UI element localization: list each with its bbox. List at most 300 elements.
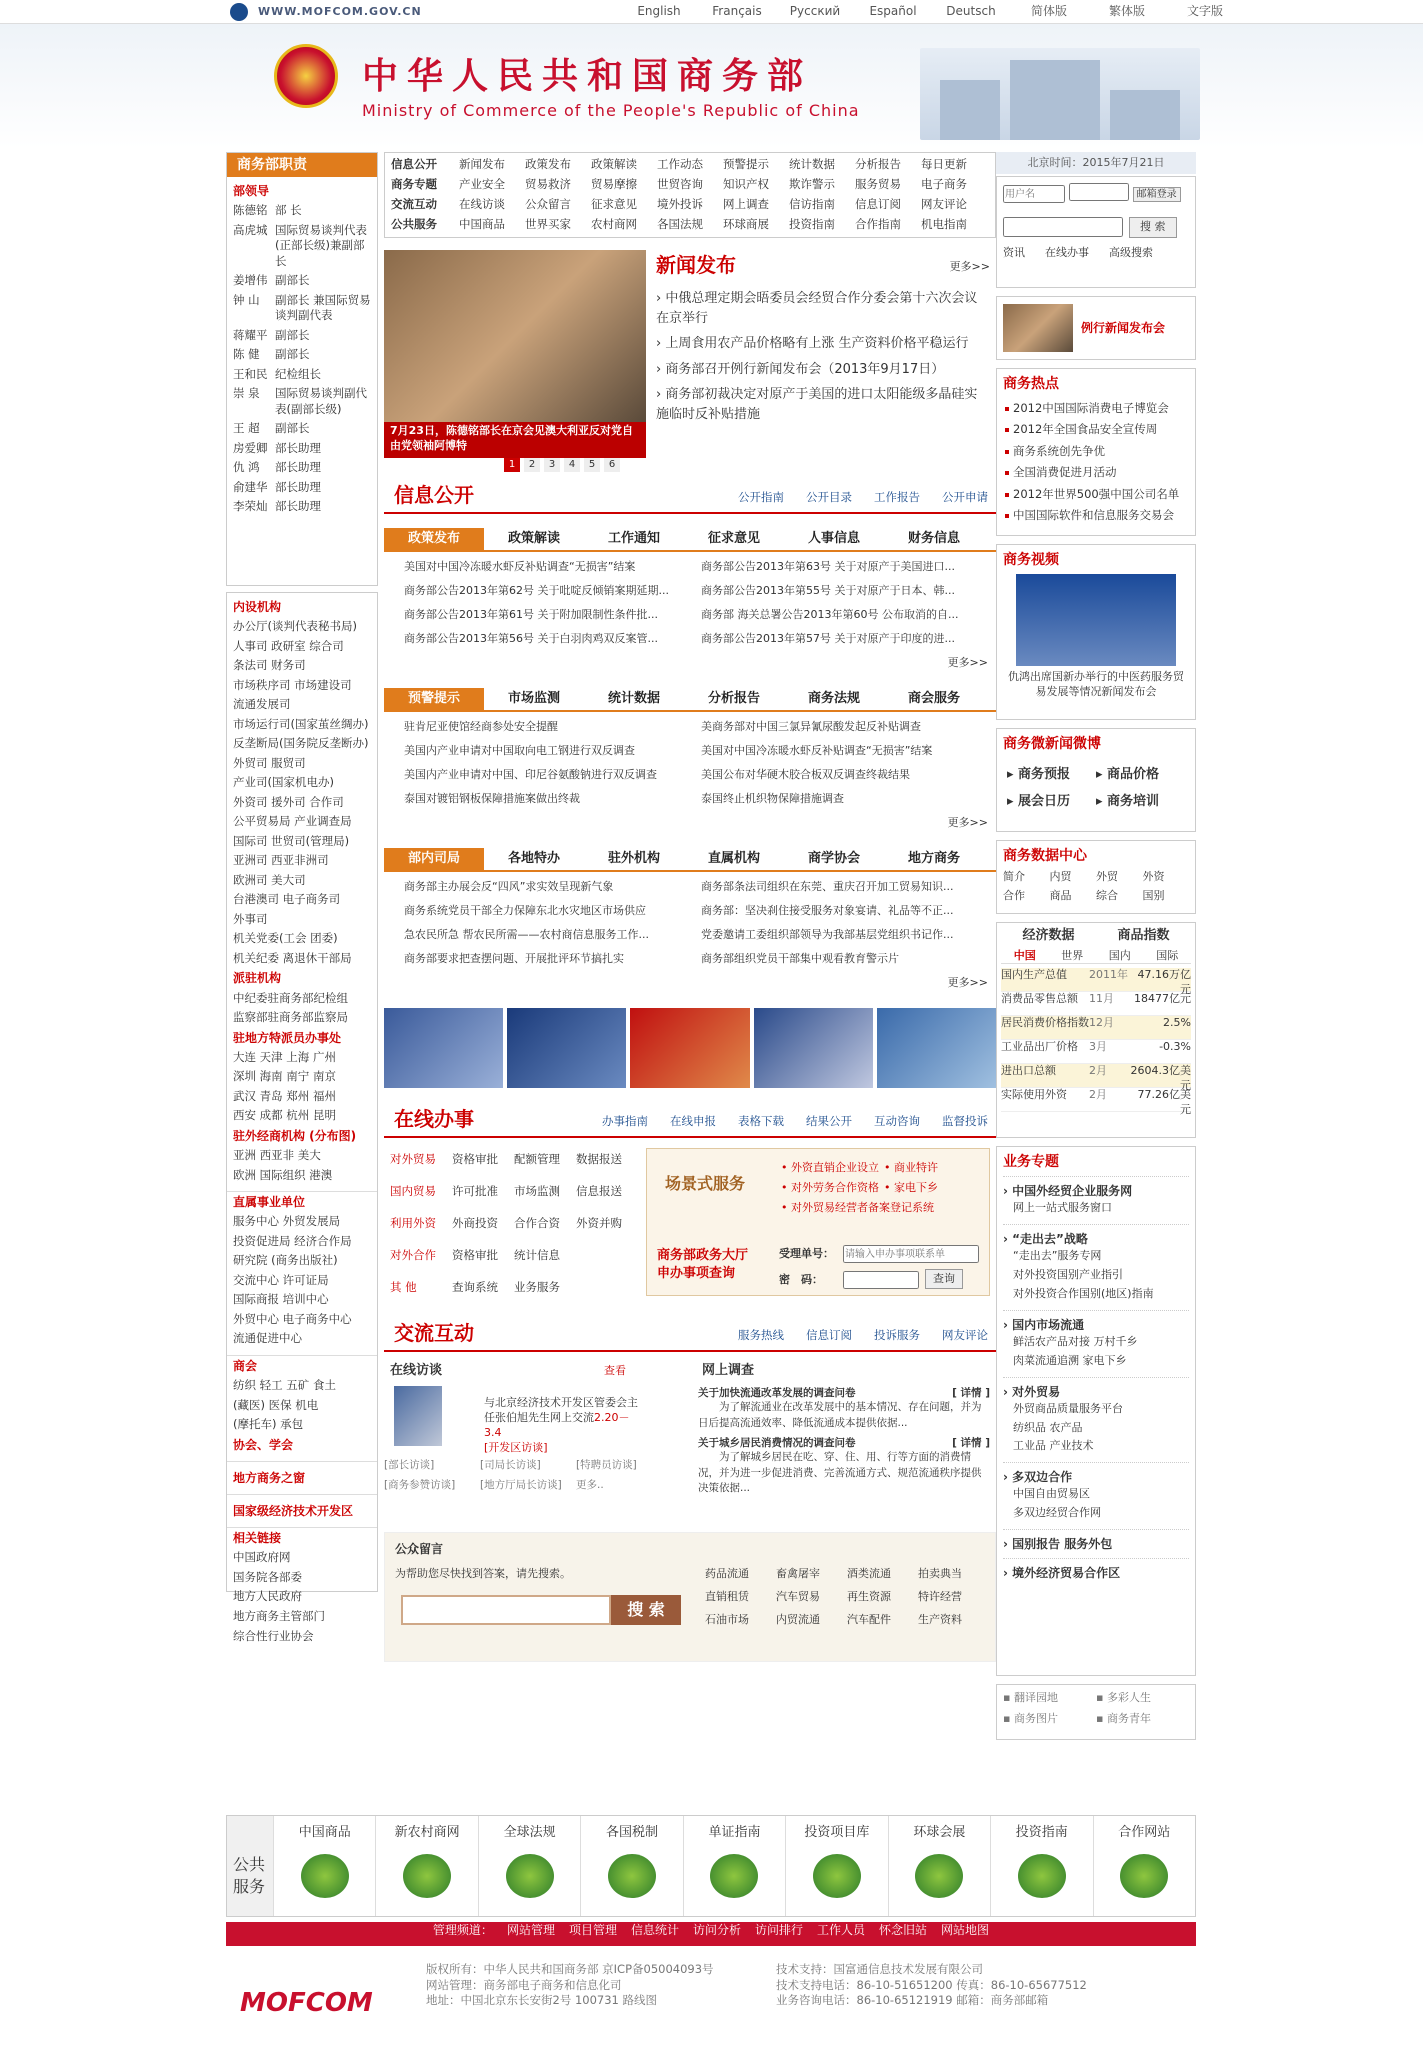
online-link[interactable]: 办事指南 [602, 1114, 648, 1128]
sidebar-link[interactable]: 亚洲 西亚非 美大 [233, 1148, 321, 1163]
management-link[interactable]: 信息统计 [630, 1923, 679, 1937]
list-item[interactable]: 美国公布对华硬木胶合板双反调查终裁结果 [701, 768, 910, 781]
nav-link[interactable]: 政策解读 [591, 157, 637, 171]
online-item[interactable]: 查询系统 [452, 1280, 498, 1294]
online-item[interactable]: 业务服务 [514, 1280, 560, 1294]
site-search-input[interactable] [1003, 217, 1123, 237]
public-service-item[interactable] [785, 1816, 887, 1916]
sidebar-link[interactable]: 武汉 青岛 郑州 福州 [233, 1088, 336, 1103]
sidebar-link[interactable]: 国务院各部委 [233, 1569, 302, 1584]
list-item[interactable]: 商务部 海关总署公告2013年第60号 公布取消的自... [701, 608, 959, 621]
username-input[interactable] [1003, 185, 1065, 203]
list-item[interactable]: 商务部公告2013年第56号 关于白羽肉鸡双反案管... [404, 632, 658, 645]
online-link[interactable]: 在线申报 [670, 1114, 716, 1128]
list-item[interactable]: 美国内产业申请对中国、印尼谷氨酸钠进行双反调查 [404, 768, 657, 781]
language-link[interactable]: Français [712, 4, 762, 18]
nav-link[interactable]: 信访指南 [789, 197, 835, 211]
leader-name[interactable]: 俞建华 [233, 479, 268, 494]
nav-link[interactable]: 每日更新 [921, 157, 967, 171]
weibo-title[interactable]: 商务微新闻微博 [1003, 736, 1101, 752]
talk-link[interactable]: [地方厅局长访谈] [480, 1479, 562, 1491]
nav-link[interactable]: 产业安全 [459, 177, 505, 191]
pager-dot[interactable]: 5 [584, 458, 600, 472]
hot-item[interactable]: 2012中国国际消费电子博览会 [1003, 398, 1189, 420]
talk-link[interactable]: 更多.. [576, 1479, 604, 1491]
sidebar-link[interactable]: 监察部驻商务部监察局 [233, 1010, 348, 1025]
nav-link[interactable]: 电子商务 [921, 177, 967, 191]
talk-link[interactable]: [部长访谈] [384, 1459, 435, 1471]
online-link[interactable]: 结果公开 [806, 1114, 852, 1128]
info-link[interactable]: 公开指南 [738, 490, 784, 504]
list-item[interactable]: 美国对中国冷冻暖水虾反补贴调查“无损害”结案 [404, 560, 636, 573]
sidebar-link[interactable]: 大连 天津 上海 广州 [233, 1049, 336, 1064]
online-item[interactable]: 数据报送 [576, 1152, 622, 1166]
list-item[interactable]: 美国对中国冷冻暖水虾反补贴调查“无损害”结案 [701, 744, 933, 757]
hot-title[interactable]: 商务热点 [1003, 376, 1059, 392]
message-category[interactable]: 畜禽屠宰 [776, 1567, 820, 1580]
interact-link[interactable]: 服务热线 [738, 1328, 784, 1342]
management-link[interactable]: 项目管理 [568, 1923, 617, 1937]
talk-view-link[interactable]: 查看 [604, 1364, 626, 1377]
pager-dot[interactable]: 6 [604, 458, 620, 472]
search-link[interactable]: 高级搜索 [1109, 245, 1153, 259]
misc-link[interactable]: ▪ 多彩人生 [1096, 1691, 1151, 1704]
topic-link[interactable]: 外贸商品质量服务平台 [1013, 1401, 1123, 1415]
econ-subtab[interactable]: 国际 [1156, 948, 1179, 962]
interact-link[interactable]: 网友评论 [942, 1328, 988, 1342]
message-category[interactable]: 汽车配件 [847, 1612, 891, 1626]
news-photo-caption[interactable]: 7月23日，陈德铭部长在京会见澳大利亚反对党自由党领袖阿博特 [384, 422, 646, 458]
language-link[interactable]: 简体版 [1030, 4, 1067, 18]
data-link[interactable]: 合作 [1003, 888, 1025, 902]
online-item[interactable]: 信息报送 [576, 1184, 622, 1198]
data-link[interactable]: 简介 [1003, 869, 1025, 883]
online-item[interactable]: 许可批准 [452, 1184, 498, 1198]
econ-name[interactable]: 国内生产总值 [1001, 968, 1067, 982]
message-category[interactable]: 药品流通 [705, 1567, 749, 1580]
message-category[interactable]: 直销租赁 [705, 1589, 749, 1603]
leader-name[interactable]: 王 超 [233, 421, 260, 436]
sidebar-link[interactable]: 外贸中心 电子商务中心 [233, 1311, 352, 1326]
news-item[interactable]: › 商务部初裁决定对原产于美国的进口太阳能级多晶硅实施临时反补贴措施 [656, 387, 978, 422]
sidebar-link[interactable]: 研究院 (商务出版社) [233, 1253, 338, 1268]
list-item[interactable]: 商务部公告2013年第55号 关于对原产于日本、韩... [701, 584, 955, 597]
nav-link[interactable]: 合作指南 [855, 217, 901, 231]
leader-name[interactable]: 姜增伟 [233, 273, 268, 288]
assoc-title[interactable]: 商会 [233, 1358, 258, 1373]
nav-link[interactable]: 信息订阅 [855, 197, 901, 211]
online-item[interactable]: 其 他 [390, 1280, 417, 1294]
pager-dot[interactable]: 2 [524, 458, 540, 472]
data-link[interactable]: 外贸 [1096, 869, 1118, 883]
sidebar-link[interactable]: 深圳 海南 南宁 南京 [233, 1069, 336, 1084]
list-item[interactable]: 商务系统党员干部全力保障东北水灾地区市场供应 [404, 904, 646, 917]
message-category[interactable]: 石油市场 [705, 1612, 749, 1626]
tab[interactable]: 各地特办 [507, 851, 560, 866]
topic-link[interactable]: 对外投资合作国别(地区)指南 [1013, 1286, 1154, 1300]
online-item[interactable]: 利用外资 [390, 1216, 436, 1230]
sidebar-link[interactable]: 地方人民政府 [233, 1589, 302, 1604]
nav-link[interactable]: 征求意见 [591, 197, 637, 211]
sidebar-link[interactable]: 办公厅(谈判代表秘书局) [233, 619, 357, 634]
online-item[interactable]: 国内贸易 [390, 1184, 436, 1198]
nav-link[interactable]: 欺诈警示 [789, 177, 835, 191]
public-service-item[interactable] [1093, 1816, 1195, 1916]
message-category[interactable]: 酒类流通 [847, 1567, 891, 1580]
talk-tag[interactable]: [开发区访谈] [484, 1440, 548, 1454]
sidebar-link[interactable]: 产业司(国家机电办) [233, 775, 334, 790]
nav-link[interactable]: 世贸咨询 [657, 177, 703, 191]
online-link[interactable]: 互动咨询 [874, 1114, 920, 1128]
tab[interactable]: 直属机构 [707, 851, 760, 866]
language-link[interactable]: Русский [789, 4, 841, 18]
info-more-2[interactable]: 更多>> [947, 816, 988, 829]
tab[interactable]: 征求意见 [707, 531, 760, 546]
list-item[interactable]: 商务部主办展会反“四风”求实效呈现新气象 [404, 880, 614, 893]
talk-link[interactable]: [特聘员访谈] [576, 1459, 637, 1471]
sidebar-link[interactable]: 纺织 轻工 五矿 食土 [233, 1378, 336, 1393]
leader-name[interactable]: 王和民 [233, 366, 268, 381]
weibo-link[interactable]: ▸ 商务培训 [1096, 794, 1160, 810]
leader-name[interactable]: 陈 健 [233, 347, 260, 362]
econ-name[interactable]: 实际使用外资 [1001, 1088, 1067, 1102]
tab[interactable]: 预警提示 [384, 688, 484, 710]
message-category[interactable]: 内贸流通 [776, 1612, 820, 1626]
list-item[interactable]: 商务部条法司组织在东莞、重庆召开加工贸易知识... [701, 880, 954, 893]
password-input[interactable] [843, 1271, 919, 1289]
tab[interactable]: 市场监测 [507, 691, 560, 706]
nav-link[interactable]: 统计数据 [789, 157, 835, 171]
weibo-link[interactable]: ▸ 商品价格 [1096, 766, 1160, 782]
nav-link[interactable]: 服务贸易 [855, 177, 901, 191]
message-search-input[interactable] [401, 1595, 611, 1625]
site-search-button[interactable]: 搜 索 [1129, 217, 1177, 238]
talk-link[interactable]: [商务参赞访谈] [384, 1479, 456, 1491]
hot-item[interactable]: 2012年全国食品安全宣传周 [1003, 419, 1189, 441]
data-link[interactable]: 外资 [1142, 869, 1165, 883]
nav-link[interactable]: 交流互动 [391, 197, 437, 211]
language-link[interactable]: Deutsch [946, 4, 996, 18]
nav-link[interactable]: 网上调查 [723, 197, 769, 211]
scene-item[interactable]: • 对外贸易经营者备案登记系统 [781, 1201, 934, 1214]
tab[interactable]: 人事信息 [807, 531, 860, 546]
topic-link[interactable]: 多双边经贸合作网 [1013, 1506, 1101, 1520]
info-more-1[interactable]: 更多>> [947, 656, 988, 669]
hot-item[interactable]: 商务系统创先争优 [1003, 441, 1189, 463]
econ-name[interactable]: 进出口总额 [1001, 1064, 1056, 1078]
info-more-3[interactable]: 更多>> [947, 976, 988, 989]
data-link[interactable]: 综合 [1096, 888, 1118, 902]
topic-link[interactable]: “走出去”服务专网 [1013, 1249, 1102, 1263]
sidebar-link[interactable]: 中国政府网 [233, 1550, 291, 1565]
list-item[interactable]: 驻肯尼亚使馆经商参处安全提醒 [404, 720, 558, 733]
language-link[interactable]: English [637, 4, 681, 18]
econ-name[interactable]: 工业品出厂价格 [1001, 1040, 1078, 1054]
sidebar-link[interactable]: 国际商报 培训中心 [233, 1292, 329, 1307]
direct-title[interactable]: 直属事业单位 [233, 1195, 306, 1210]
news-title[interactable]: 新闻发布 [656, 253, 736, 277]
leader-name[interactable]: 房爱卿 [233, 440, 268, 455]
online-title[interactable]: 在线办事 [394, 1107, 474, 1131]
list-item[interactable]: 商务部要求把查摆问题、开展批评环节搞扎实 [404, 952, 624, 965]
nav-link[interactable]: 新闻发布 [459, 157, 505, 171]
list-item[interactable]: 美国内产业申请对中国取向电工钢进行双反调查 [404, 744, 635, 757]
assoc2-title[interactable]: 协会、学会 [233, 1437, 294, 1452]
online-item[interactable]: 外商投资 [452, 1216, 498, 1230]
econ-tab[interactable]: 经济数据 [1022, 928, 1075, 943]
topic-link[interactable]: 网上一站式服务窗口 [1013, 1201, 1112, 1215]
info-link[interactable]: 公开申请 [942, 490, 988, 504]
public-service-item[interactable] [478, 1816, 580, 1916]
list-item[interactable]: 商务部公告2013年第61号 关于附加限制性条件批... [404, 608, 658, 621]
econ-name[interactable]: 居民消费价格指数 [1001, 1016, 1089, 1030]
tab[interactable]: 商学协会 [807, 851, 860, 866]
list-item[interactable]: 商务部公告2013年第57号 关于对原产于印度的进... [701, 632, 955, 645]
local-window-link[interactable]: 地方商务之窗 [233, 1470, 306, 1485]
sidebar-link[interactable]: 中纪委驻商务部纪检组 [233, 990, 348, 1005]
news-photo[interactable] [384, 250, 646, 422]
interact-link[interactable]: 信息订阅 [806, 1328, 852, 1342]
tab[interactable]: 分析报告 [707, 691, 760, 706]
leader-name[interactable]: 崇 泉 [233, 386, 260, 401]
mail-login-button[interactable]: 邮箱登录 [1133, 187, 1181, 202]
management-link[interactable]: 怀念旧站 [879, 1923, 928, 1937]
management-link[interactable]: 网站地图 [941, 1923, 990, 1937]
index-tab[interactable]: 商品指数 [1117, 928, 1170, 943]
sidebar-link[interactable]: 欧洲司 美大司 [233, 872, 306, 887]
topic-heading[interactable]: › 多双边合作 [1003, 1470, 1073, 1485]
online-item[interactable]: 外资并购 [576, 1216, 622, 1230]
nav-link[interactable]: 公共服务 [391, 217, 437, 231]
tab[interactable]: 工作通知 [607, 531, 660, 546]
talk-link[interactable]: [司局长访谈] [480, 1459, 541, 1471]
data-link[interactable]: 内贸 [1049, 869, 1072, 883]
online-link[interactable]: 表格下载 [738, 1114, 784, 1128]
management-link[interactable]: 工作人员 [817, 1923, 866, 1937]
sidebar-link[interactable]: 反垄断局(国务院反垄断办) [233, 736, 369, 751]
hot-item[interactable]: 中国国际软件和信息服务交易会 [1003, 505, 1189, 527]
leader-name[interactable]: 李荣灿 [233, 499, 268, 514]
info-title[interactable]: 信息公开 [394, 483, 474, 507]
info-link[interactable]: 公开目录 [806, 490, 852, 504]
topic-heading[interactable]: › 境外经济贸易合作区 [1003, 1566, 1121, 1581]
topics-title[interactable]: 业务专题 [1003, 1154, 1059, 1170]
search-link[interactable]: 资讯 [1003, 245, 1025, 259]
nav-link[interactable]: 信息公开 [391, 157, 437, 171]
topic-heading[interactable]: › 国内市场流通 [1003, 1317, 1085, 1332]
public-service-item[interactable] [888, 1816, 990, 1916]
econ-subtab[interactable]: 国内 [1108, 948, 1131, 962]
nav-link[interactable]: 预警提示 [723, 157, 769, 171]
message-title[interactable]: 公众留言 [395, 1542, 444, 1556]
news-more[interactable]: 更多>> [949, 260, 990, 273]
hot-item[interactable]: 2012年世界500强中国公司名单 [1003, 484, 1189, 506]
misc-link[interactable]: ▪ 商务图片 [1003, 1712, 1058, 1725]
sidebar-link[interactable]: 流通发展司 [233, 697, 291, 712]
leader-name[interactable]: 仇 鸿 [233, 460, 260, 475]
survey-detail[interactable]: [ 详情 ] [952, 1387, 990, 1399]
sidebar-link[interactable]: 综合性行业协会 [233, 1628, 314, 1643]
tab[interactable]: 部内司局 [384, 848, 484, 870]
message-category[interactable]: 拍卖典当 [918, 1567, 962, 1580]
nav-link[interactable]: 投资指南 [789, 217, 835, 231]
tab[interactable]: 政策解读 [507, 531, 560, 546]
leader-name[interactable]: 陈德铭 [233, 203, 268, 218]
management-link[interactable]: 访问分析 [692, 1923, 741, 1937]
leader-photo[interactable] [630, 1008, 749, 1088]
topic-heading[interactable]: › “走出去”战略 [1003, 1231, 1088, 1246]
message-category[interactable]: 生产资料 [918, 1612, 962, 1626]
nav-link[interactable]: 境外投诉 [657, 197, 703, 211]
message-category[interactable]: 汽车贸易 [776, 1589, 820, 1603]
pager-dot[interactable]: 3 [544, 458, 560, 472]
data-title[interactable]: 商务数据中心 [1003, 848, 1087, 864]
online-link[interactable]: 监督投诉 [942, 1114, 988, 1128]
news-item[interactable]: › 商务部召开例行新闻发布会（2013年9月17日） [656, 361, 945, 377]
video-caption[interactable]: 仇鸿出席国新办举行的中医药服务贸易发展等情况新闻发布会 [1008, 669, 1184, 698]
online-item[interactable]: 资格审批 [452, 1248, 498, 1262]
talk-title[interactable]: 在线访谈 [390, 1363, 443, 1378]
nav-link[interactable]: 分析报告 [855, 157, 901, 171]
query-button[interactable]: 查询 [925, 1269, 963, 1289]
leader-photo[interactable] [877, 1008, 996, 1088]
sidebar-link[interactable]: 亚洲司 西亚非洲司 [233, 853, 329, 868]
sidebar-link[interactable]: 市场秩序司 市场建设司 [233, 677, 352, 692]
list-item[interactable]: 商务部公告2013年第63号 关于对原产于美国进口... [701, 560, 955, 573]
nav-link[interactable]: 贸易救济 [525, 177, 571, 191]
sidebar-link[interactable]: 流通促进中心 [233, 1331, 302, 1346]
video-title[interactable]: 商务视频 [1003, 552, 1059, 568]
sidebar-link[interactable]: 服务中心 外贸发展局 [233, 1214, 341, 1229]
message-category[interactable]: 再生资源 [847, 1589, 891, 1603]
video-thumb[interactable] [1016, 574, 1176, 666]
nav-link[interactable]: 世界买家 [525, 217, 571, 231]
topic-heading[interactable]: › 中国外经贸企业服务网 [1003, 1183, 1133, 1198]
talk-text[interactable]: 与北京经济技术开发区管委会主任张伯旭先生网上交流 [484, 1396, 638, 1424]
inner-title[interactable]: 内设机构 [233, 600, 282, 614]
language-link[interactable]: 文字版 [1186, 4, 1223, 18]
topic-link[interactable]: 工业品 产业技术 [1013, 1439, 1094, 1453]
list-item[interactable]: 泰国终止机织物保障措施调查 [701, 792, 844, 805]
sidebar-link[interactable]: (摩托车) 承包 [233, 1417, 304, 1432]
sidebar-link[interactable]: 地方商务主管部门 [233, 1608, 325, 1623]
survey-title[interactable]: 网上调查 [702, 1363, 755, 1378]
talk-photo[interactable] [394, 1386, 442, 1446]
dispatch-title[interactable]: 派驻机构 [233, 971, 282, 986]
topic-link[interactable]: 肉菜流通追溯 家电下乡 [1013, 1353, 1127, 1367]
sidebar-link[interactable]: 机关纪委 离退休干部局 [233, 950, 352, 965]
topic-heading[interactable]: › 对外贸易 [1003, 1384, 1061, 1399]
sidebar-link[interactable]: 外事司 [233, 911, 268, 926]
info-link[interactable]: 工作报告 [874, 490, 920, 504]
sidebar-link[interactable]: 投资促进局 经济合作局 [233, 1233, 352, 1248]
message-search-button[interactable]: 搜 索 [611, 1595, 681, 1625]
scene-item[interactable]: • 对外劳务合作资格 [781, 1181, 879, 1194]
nav-link[interactable]: 在线访谈 [459, 197, 505, 211]
tab[interactable]: 统计数据 [607, 691, 660, 706]
list-item[interactable]: 党委邀请工委组织部领导为我部基层党组织书记作... [701, 928, 954, 941]
topic-link[interactable]: 对外投资国别产业指引 [1013, 1267, 1123, 1281]
online-item[interactable]: 对外贸易 [390, 1152, 436, 1166]
weibo-link[interactable]: ▸ 展会日历 [1007, 794, 1071, 810]
hot-item[interactable]: 全国消费促进月活动 [1003, 462, 1189, 484]
management-link[interactable]: 访问排行 [755, 1923, 804, 1937]
dev-zones-link[interactable]: 国家级经济技术开发区 [233, 1504, 354, 1519]
list-item[interactable]: 泰国对镀铝钢板保障措施案做出终裁 [404, 792, 580, 805]
mail-password-input[interactable] [1069, 183, 1129, 201]
sidebar-link[interactable]: 国际司 世贸司(管理局) [233, 833, 350, 848]
sidebar-link[interactable]: 外资司 援外司 合作司 [233, 794, 344, 809]
list-item[interactable]: 商务部组织党员干部集中观看教育警示片 [701, 952, 899, 965]
nav-link[interactable]: 环球商展 [723, 217, 769, 231]
tab[interactable]: 商务法规 [807, 691, 860, 706]
online-item[interactable]: 合作合资 [514, 1216, 560, 1230]
tab[interactable]: 商会服务 [907, 691, 960, 706]
nav-link[interactable]: 知识产权 [723, 177, 769, 191]
data-link[interactable]: 国别 [1142, 888, 1165, 902]
nav-link[interactable]: 网友评论 [921, 197, 967, 211]
leader-name[interactable]: 高虎城 [233, 222, 268, 237]
public-service-item[interactable] [273, 1816, 375, 1916]
scene-title[interactable]: 场景式服务 [665, 1174, 746, 1193]
nav-link[interactable]: 机电指南 [921, 217, 967, 231]
pager-dot[interactable]: 4 [564, 458, 580, 472]
hall-title[interactable]: 商务部政务大厅 申办事项查询 [657, 1248, 749, 1282]
list-item[interactable]: 急农民所急 帮农民所需——农村商信息服务工作... [404, 928, 649, 941]
sidebar-link[interactable]: 西安 成都 杭州 昆明 [233, 1108, 336, 1123]
nav-link[interactable]: 公众留言 [525, 197, 571, 211]
interact-title[interactable]: 交流互动 [394, 1321, 474, 1345]
online-item[interactable]: 统计信息 [514, 1248, 560, 1262]
leader-name[interactable]: 钟 山 [233, 292, 260, 307]
online-item[interactable]: 对外合作 [390, 1248, 436, 1262]
leaders-title[interactable]: 部领导 [233, 184, 270, 198]
scene-item[interactable]: • 家电下乡 [884, 1181, 938, 1194]
language-link[interactable]: 繁体版 [1108, 4, 1145, 18]
sidebar-link[interactable]: 人事司 政研室 综合司 [233, 638, 344, 653]
abroad-title[interactable]: 驻外经商机构 (分布图) [233, 1128, 357, 1143]
nav-link[interactable]: 各国法规 [657, 217, 703, 231]
language-link[interactable]: Español [869, 4, 917, 18]
leader-photo[interactable] [384, 1008, 503, 1088]
management-link[interactable]: 网站管理 [506, 1923, 555, 1937]
news-item[interactable]: › 中俄总理定期会晤委员会经贸合作分委会第十六次会议在京举行 [656, 291, 978, 326]
search-link[interactable]: 在线办事 [1045, 245, 1089, 259]
query-no-input[interactable] [843, 1245, 979, 1263]
online-item[interactable]: 资格审批 [452, 1152, 498, 1166]
sidebar-link[interactable]: 市场运行司(国家茧丝绸办) [233, 716, 369, 731]
nav-link[interactable]: 政策发布 [525, 157, 571, 171]
misc-link[interactable]: ▪ 翻译园地 [1003, 1691, 1058, 1704]
survey-title-link[interactable]: 关于城乡居民消费情况的调查问卷 [698, 1436, 856, 1449]
duties-header[interactable]: 商务部职责 [227, 153, 377, 177]
survey-title-link[interactable]: 关于加快流通改革发展的调查问卷 [698, 1387, 856, 1399]
public-service-item[interactable] [683, 1816, 785, 1916]
sidebar-link[interactable]: (藏医) 医保 机电 [233, 1397, 319, 1412]
topic-link[interactable]: 纺织品 农产品 [1013, 1420, 1083, 1434]
list-item[interactable]: 美商务部对中国三氯异氰尿酸发起反补贴调查 [701, 720, 921, 733]
news-item[interactable]: › 上周食用农产品价格略有上涨 生产资料价格平稳运行 [656, 336, 969, 351]
press-link[interactable]: 例行新闻发布会 [1081, 320, 1166, 335]
econ-name[interactable]: 消费品零售总额 [1001, 992, 1078, 1006]
public-service-item[interactable] [580, 1816, 682, 1916]
interact-link[interactable]: 投诉服务 [874, 1328, 920, 1342]
nav-link[interactable]: 农村商网 [591, 217, 637, 231]
sidebar-link[interactable]: 交流中心 许可证局 [233, 1272, 329, 1287]
pager-dot[interactable]: 1 [504, 458, 520, 472]
sidebar-link[interactable]: 条法司 财务司 [233, 658, 306, 673]
press-photo[interactable] [1003, 304, 1073, 352]
